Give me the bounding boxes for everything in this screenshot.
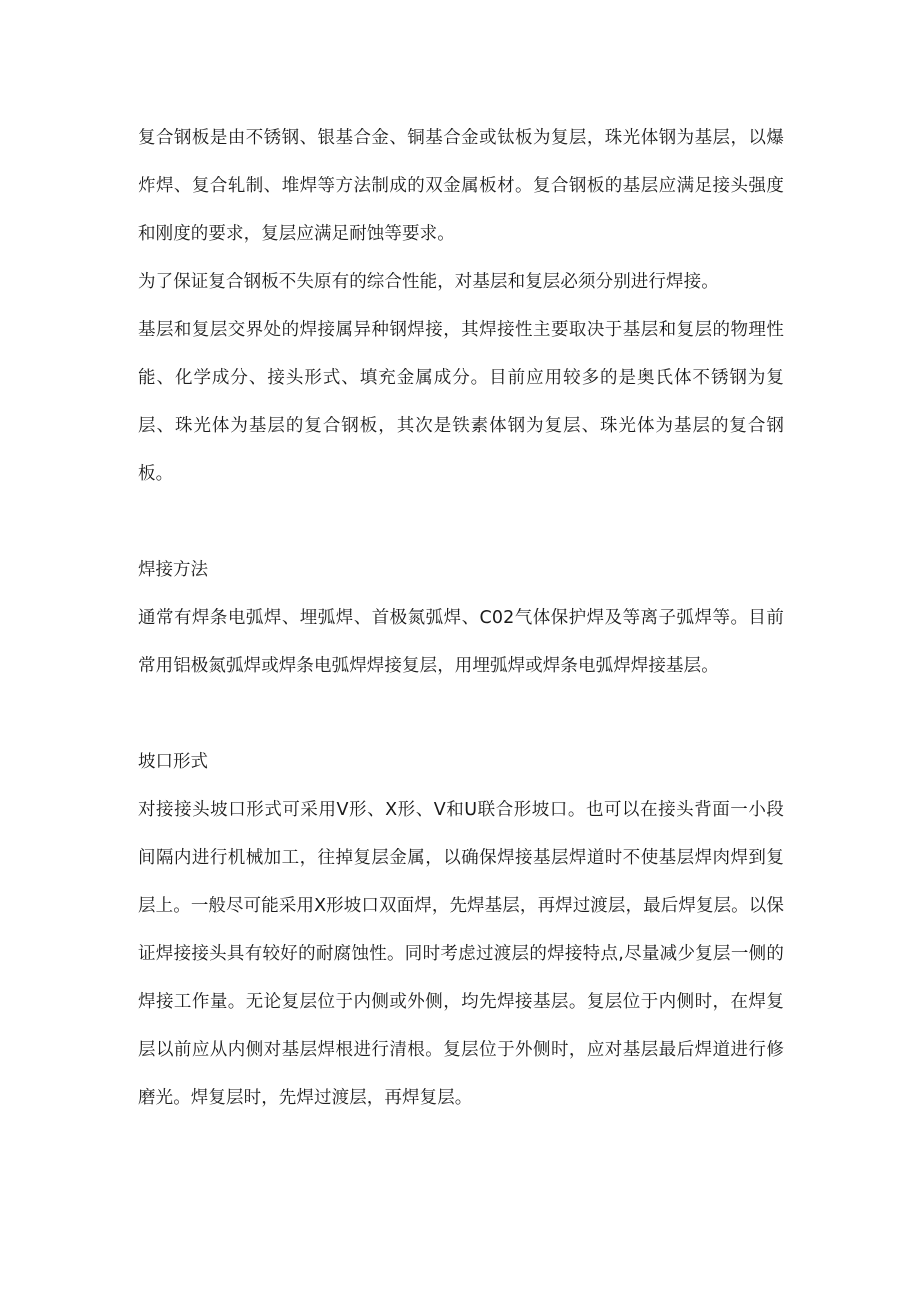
welding-method-heading: 焊接方法: [138, 560, 208, 580]
intro-paragraph-2: 为了保证复合钢板不失原有的综合性能，对基层和复层必须分别进行焊接。: [138, 272, 719, 292]
intro-paragraph-3: 基层和复层交界处的焊接属异种钢焊接，其焊接性主要取决于基层和复层的物理性能、化学成分、接头形式、填充金属成分。目前应用较多的是奥氏体不锈钢为复层、珠光体为基层的复合钢板，其次是铁素体钢为复层、珠光体为基层的复合钢板。: [138, 320, 784, 484]
document-body: [138, 114, 784, 1122]
intro-paragraph-1: 复合钢板是由不锈钢、银基合金、铜基合金或钛板为复层，珠光体钢为基层，以爆炸焊、复合轧制、堆焊等方法制成的双金属板材。复合钢板的基层应满足接头强度和刚度的要求，复层应满足耐蚀等要求。: [138, 128, 784, 244]
section-spacer: [138, 690, 784, 738]
groove-form-paragraph: 对接接头坡口形式可采用V形、X形、V和U联合形坡口。也可以在接头背面一小段间隔内进行机械加工，往掉复层金属，以确保焊接基层焊道时不使基层焊肉焊到复层上。一般尽可能采用X形坡口双面焊，先焊基层，再焊过渡层，最后焊复层。以保证焊接接头具有较好的耐腐蚀性。同时考虑过渡层的焊接特点,尽量减少复层一侧的焊接工作量。无论复层位于内侧或外侧，均先焊接基层。复层位于内侧时，在焊复层以前应从内侧对基层焊根进行清根。复层位于外侧时，应对基层最后焊道进行修磨光。焊复层时，先焊过渡层，再焊复层。: [138, 800, 784, 1108]
welding-method-paragraph: 通常有焊条电弧焊、埋弧焊、首极氮弧焊、C02气体保护焊及等离子弧焊等。目前常用铝极氮弧焊或焊条电弧焊焊接复层，用埋弧焊或焊条电弧焊焊接基层。: [138, 608, 784, 676]
section-spacer: [138, 498, 784, 546]
groove-form-heading: 坡口形式: [138, 752, 208, 772]
